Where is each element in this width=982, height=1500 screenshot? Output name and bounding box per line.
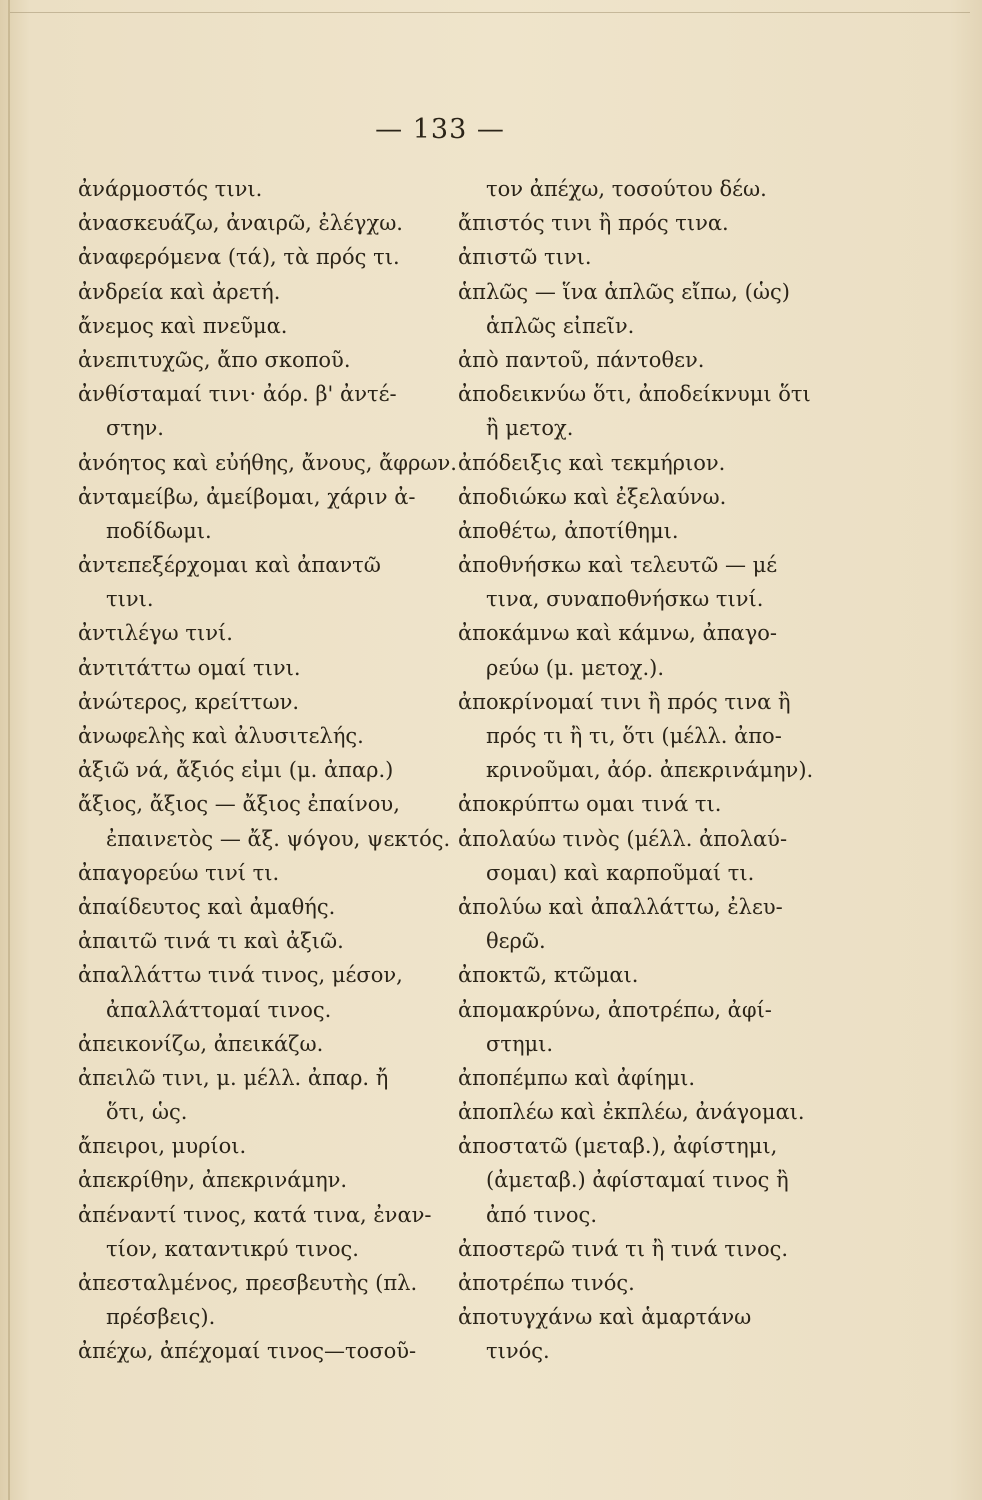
dictionary-line: ἀποπέμπω καὶ ἀφίημι. [458, 1065, 696, 1090]
dictionary-line: ἀντιλέγω τινί. [78, 621, 233, 646]
dictionary-line: τινός. [486, 1339, 550, 1364]
dictionary-line: ἀπεικονίζω, ἀπεικάζω. [78, 1031, 324, 1056]
dictionary-line: ἀπομακρύνω, ἀποτρέπω, ἀφί- [458, 997, 772, 1022]
dictionary-line: ἀναφερόμενα (τά), τὰ πρός τι. [78, 245, 400, 270]
dictionary-line: θερῶ. [486, 929, 546, 954]
dictionary-line: ἄπιστός τινι ἢ πρός τινα. [458, 211, 729, 236]
dictionary-line: ἀνάρμοστός τινι. [78, 177, 263, 201]
dictionary-line: ἀνταμείβω, ἀμείβομαι, χάριν ἀ- [78, 484, 416, 509]
dictionary-line: ἀπαλλάττομαί τινος. [106, 997, 332, 1022]
dictionary-line: στην. [106, 416, 164, 441]
dictionary-line: ἀντιτάττω ομαί τινι. [78, 655, 301, 680]
dictionary-line: ἀνεπιτυχῶς, ἄπο σκοποῦ. [78, 347, 351, 372]
dictionary-line: ἀποστερῶ τινά τι ἢ τινά τινος. [458, 1236, 789, 1261]
dictionary-line: ἀποτυγχάνω καὶ ἁμαρτάνω [458, 1305, 752, 1330]
dictionary-line: πρός τι ἢ τι, ὅτι (μέλλ. ἀπο- [486, 724, 782, 748]
dictionary-line: ἄνεμος καὶ πνεῦμα. [78, 313, 288, 338]
dictionary-line: ἀποδεικνύω ὅτι, ἀποδείκνυμι ὅτι [458, 382, 811, 407]
dictionary-line: ἁπλῶς — ἵνα ἁπλῶς εἴπω, (ὡς) [458, 279, 790, 304]
dictionary-line: ἁπλῶς εἰπεῖν. [486, 313, 635, 338]
dictionary-line: ὅτι, ὡς. [106, 1100, 188, 1125]
dictionary-line: ἀνθίσταμαί τινι· ἀόρ. β' ἀντέ- [78, 382, 397, 407]
left-column [78, 172, 457, 1369]
dictionary-line: ἀπεσταλμένος, πρεσβευτὴς (πλ. [78, 1271, 418, 1295]
dictionary-line: ἀπέχω, ἀπέχομαί τινος—τοσοῦ- [78, 1339, 417, 1364]
dictionary-line: ἀπὸ παντοῦ, πάντοθεν. [458, 347, 705, 372]
dictionary-line: ἀποτρέπω τινός. [458, 1271, 635, 1295]
binding-edge [8, 0, 10, 1500]
dictionary-line: ἀνασκευάζω, ἀναιρῶ, ἐλέγχω. [78, 211, 403, 236]
dictionary-line: ἀπειλῶ τινι, μ. μέλλ. ἀπαρ. ἤ [78, 1065, 389, 1090]
dictionary-line: ἀποδιώκω καὶ ἐξελαύνω. [458, 484, 727, 509]
dictionary-line: ποδίδωμι. [106, 518, 212, 543]
dictionary-line: ἀποστατῶ (μεταβ.), ἀφίστημι, [458, 1134, 778, 1159]
dictionary-line: ἀπαίδευτος καὶ ἀμαθής. [78, 894, 336, 919]
dictionary-line: ἢ μετοχ. [486, 416, 574, 441]
dictionary-line: στημι. [486, 1031, 554, 1056]
dictionary-line: σομαι) καὶ καρποῦμαί τι. [486, 860, 755, 885]
dictionary-line: ἀνωφελὴς καὶ ἀλυσιτελής. [78, 724, 364, 748]
top-rule [10, 12, 970, 13]
dictionary-line: ἀπόδειξις καὶ τεκμήριον. [458, 450, 726, 475]
dictionary-line: κρινοῦμαι, ἀόρ. ἀπεκρινάμην). [486, 758, 814, 783]
dictionary-line: ἄπειροι, μυρίοι. [78, 1134, 247, 1159]
dictionary-line: ἀπολύω καὶ ἀπαλλάττω, ἐλευ- [458, 894, 783, 919]
dictionary-line: πρέσβεις). [106, 1305, 216, 1330]
dictionary-line: ἀνδρεία καὶ ἀρετή. [78, 279, 281, 304]
dictionary-line: ρεύω (μ. μετοχ.). [486, 655, 665, 680]
page-number: — 133 — [375, 114, 505, 145]
dictionary-line: ἀποκτῶ, κτῶμαι. [458, 963, 639, 988]
dictionary-line: (ἀμεταβ.) ἀφίσταμαί τινος ἢ [486, 1168, 789, 1193]
dictionary-line: ἀπεκρίθην, ἀπεκρινάμην. [78, 1168, 348, 1193]
dictionary-line: τινα, συναποθνήσκω τινί. [486, 587, 764, 612]
dictionary-line: ἀποκάμνω καὶ κάμνω, ἀπαγο- [458, 621, 778, 646]
dictionary-line: ἀποπλέω καὶ ἐκπλέω, ἀνάγομαι. [458, 1100, 805, 1125]
dictionary-line: ἄξιος, ἄξιος — ἄξιος ἐπαίνου, [78, 792, 400, 817]
dictionary-line: ἀποθέτω, ἀποτίθημι. [458, 518, 679, 543]
dictionary-line: ἀπαλλάττω τινά τινος, μέσον, [78, 963, 403, 988]
dictionary-line: ἀντεπεξέρχομαι καὶ ἀπαντῶ [78, 553, 381, 578]
dictionary-line: ἀπολαύω τινὸς (μέλλ. ἀπολαύ- [458, 826, 788, 851]
dictionary-line: τον ἀπέχω, τοσούτου δέω. [486, 177, 767, 201]
dictionary-line: ἀξιῶ νά, ἄξιός εἰμι (μ. ἀπαρ.) [78, 758, 394, 783]
dictionary-line: ἀπαγορεύω τινί τι. [78, 860, 280, 885]
right-column [458, 172, 828, 1369]
dictionary-line: τινι. [106, 587, 154, 612]
dictionary-line: ἀποκρύπτω ομαι τινά τι. [458, 792, 722, 817]
dictionary-line: ἀνόητος καὶ εὐήθης, ἄνους, ἄφρων. [78, 450, 457, 475]
dictionary-line: ἀνώτερος, κρείττων. [78, 689, 300, 714]
dictionary-line: ἀποθνήσκω καὶ τελευτῶ — μέ [458, 553, 778, 578]
dictionary-line: τίον, καταντικρύ τινος. [106, 1236, 359, 1261]
dictionary-line: ἐπαινετὸς — ἄξ. ψόγου, ψεκτός. [106, 826, 451, 851]
dictionary-line: ἀπιστῶ τινι. [458, 245, 592, 270]
dictionary-line: ἀπαιτῶ τινά τι καὶ ἀξιῶ. [78, 929, 344, 954]
dictionary-line: ἀποκρίνομαί τινι ἢ πρός τινα ἢ [458, 689, 791, 714]
dictionary-line: ἀπέναντί τινος, κατά τινα, ἐναν- [78, 1202, 432, 1227]
dictionary-line: ἀπό τινος. [486, 1202, 597, 1227]
